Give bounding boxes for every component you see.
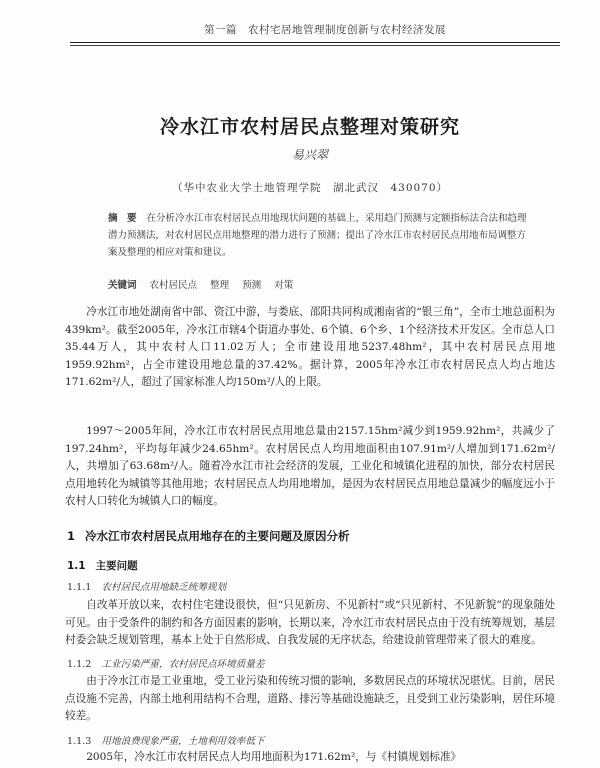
body-paragraph: 1997～2005年间，冷水江市农村居民点用地总量由2157.15hm²减少到1959.92hm²，共减少了197.24hm²，平均每年减少24.65hm²。农村居民点人均用地面积由107.91m²/人增加到171.62m²/人，共增加了63.68m²/人。随着冷水江市社会经济的发展，工业化和城镇化进程的加快，部分农村居民点用地转化为城镇等其他用地；农村居民点人均用地增加，是因为农村居民点用地总量减少的幅度远小于农村人口转化为城镇人口的幅度。 [65, 425, 555, 508]
abstract-text: 在分析冷水江市农村居民点用地现状问题的基础上，采用趋门预测与定额指标法合法和趋理潜力预测法，对农村居民点用地整理的潜力进行了预测；提出了冷水江市农村居民点用地布局调整方案及整理的相应对策和建议。 [108, 213, 527, 258]
abstract [108, 210, 528, 261]
header-rule-thin [70, 45, 560, 46]
subsection-heading [67, 558, 557, 573]
subsubsection-title: 农村居民点用地缺乏统筹规划 [101, 582, 227, 593]
subsection-number: 1.1 [67, 560, 86, 572]
subsection-title: 主要问题 [95, 560, 138, 572]
keyword: 农村居民点 [149, 280, 198, 291]
paper-title: 冷水江市农村居民点整理对策研究 [159, 116, 460, 138]
body-paragraph: 由于冷水江市是工业重地，受工业污染和传统习惯的影响，多数居民点的环境状况堪忧。目前，居民点设施不完善，内部土地利用结构不合理，道路、排污等基础设施缺乏，且受到工业污染影响，居住环境较差。 [65, 675, 555, 723]
abstract-label: 摘 要 [108, 213, 137, 224]
subsubsection-number: 1.1.2 [67, 659, 92, 670]
subsubsection-number: 1.1.1 [67, 582, 92, 593]
keywords [108, 277, 528, 291]
subsubsection-title: 用地浪费现象严重，土地利用效率低下 [101, 736, 265, 747]
keyword: 整理 [210, 280, 230, 291]
keyword: 对策 [274, 280, 294, 291]
subsubsection-heading [67, 733, 557, 747]
subsubsection-heading [67, 656, 557, 670]
keyword: 预测 [242, 280, 262, 291]
body-paragraph: 冷水江市地处湖南省中部、资江中游，与娄底、邵阳共同构成湘南省的“银三角”，全市土地总面积为439km²。截至2005年，冷水江市辖4个街道办事处、6个镇、6个乡、1个经济技术开发区。全市总人口35.44万人，其中农村人口11.02万人；全市建设用地5237.48hm²，其中农村居民点用地1959.92hm²，占全市建设用地总量的37.42%。据计算，2005年冷水江市农村居民点人均占地达171.62m²/人，超过了国家标准人均150m²/人的上限。 [65, 306, 555, 389]
author-affiliation: （华中农业大学土地管理学院 湖北武汉 430070） [171, 182, 449, 194]
keywords-label: 关键词 [108, 280, 137, 291]
subsubsection-title: 工业污染严重，农村居民点环境质量差 [101, 659, 265, 670]
section-title: 冷水江市农村居民点用地存在的主要问题及原因分析 [85, 529, 350, 543]
section-number: 1 [67, 529, 76, 543]
subsubsection-heading [67, 579, 557, 593]
body-paragraph: 自改革开放以来，农村住宅建设很快，但“只见新房、不见新村”或“只见新村、不见新貌”的现象随处可见。由于受条件的制约和各方面因素的影响，长期以来，冷水江市农村居民点由于没有统筹规划，基层村委会缺乏规划管理，基本上处于自然形成、自我发展的无序状态，给建设前管理带来了很大的难度。 [65, 599, 555, 647]
subsubsection-number: 1.1.3 [67, 736, 92, 747]
running-header: 第一篇 农村宅居地管理制度创新与农村经济发展 [204, 24, 446, 36]
header-rule [70, 42, 560, 43]
body-paragraph: 2005年，冷水江市农村居民点人均用地面积为171.62m²，与《村镇规划标准》 [86, 751, 462, 763]
author-name: 易兴翠 [291, 148, 328, 162]
section-heading [67, 528, 557, 544]
